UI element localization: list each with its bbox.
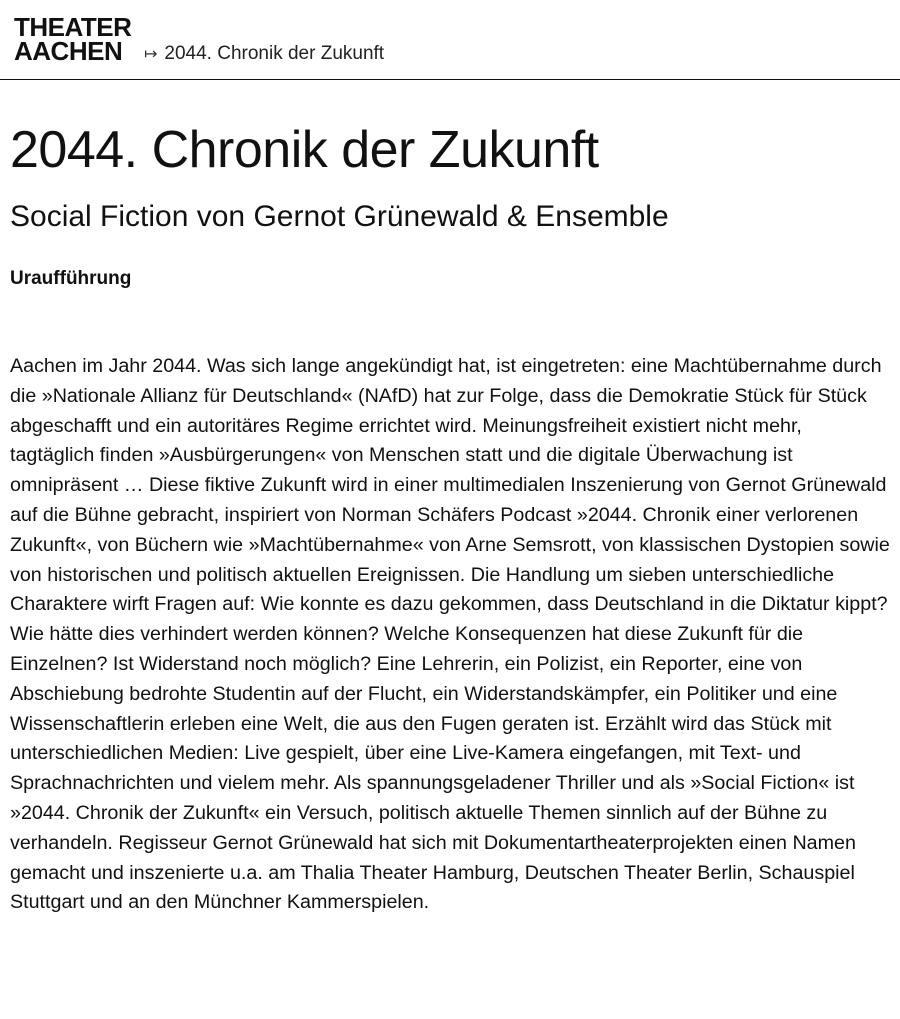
site-header xyxy=(0,0,900,80)
logo-line-1: THEATER xyxy=(14,12,132,42)
breadcrumb-arrow-icon: ↦ xyxy=(144,46,158,63)
page-subtitle: Social Fiction von Gernot Grünewald & Ensemble xyxy=(10,200,669,233)
premiere-label: Uraufführung xyxy=(10,268,132,289)
description-text: Aachen im Jahr 2044. Was sich lange angekündigt hat, ist eingetreten: eine Machtübernahme durch die »Nationale Allianz für Deutschland« (NAfD) hat zur Folge, dass die Demokratie Stück für Stück abgeschafft und ein autoritäres Regime errichtet wird. Meinungsfreiheit existiert nicht mehr, tagtäglich finden »Ausbürgerungen« von Menschen statt und die digitale Überwachung ist omnipräsent … Diese fiktive Zukunft wird in einer multimedialen Inszenierung von Gernot Grünewald auf die Bühne gebracht, inspiriert von Norman Schäfers Podcast »2044. Chronik einer verlorenen Zukunft«, von Büchern wie »Machtübernahme« von Arne Semsrott, von klassischen Dystopien sowie von historischen und politisch aktuellen Ereignissen. Die Handlung um sieben unterschiedliche Charaktere wirft Fragen auf: Wie konnte es dazu gekommen, dass Deutschland in die Diktatur kippt? Wie hätte dies verhindert werden können? Welche Konsequenzen hat diese Zukunft für die Einzelnen? Ist Widerstand noch möglich? Eine Lehrerin, ein Polizist, ein Reporter, eine von Abschiebung bedrohte Studentin auf der Flucht, ein Widerstandskämpfer, ein Politiker und eine Wissenschaftlerin erleben eine Welt, die aus den Fugen geraten ist. Erzählt wird das Stück mit unterschiedlichen Medien: Live gespielt, über eine Live-Kamera eingefangen, mit Text- und Sprachnachrichten und vielem mehr. Als spannungsgeladener Thriller und als »Social Fiction« ist »2044. Chronik der Zukunft« ein Versuch, politisch aktuelle Themen sinnlich auf der Bühne zu verhandeln. Regisseur Gernot Grünewald hat sich mit Dokumentartheaterprojekten einen Namen gemacht und inszenierte u.a. am Thalia Theater Hamburg, Deutschen Theater Berlin, Schauspiel Stuttgart und an den Münchner Kammerspielen. xyxy=(10,355,890,914)
breadcrumb xyxy=(144,43,384,66)
theater-aachen-logo[interactable] xyxy=(14,12,132,66)
logo-line-2: AACHEN xyxy=(14,36,123,66)
breadcrumb-current-page[interactable]: 2044. Chronik der Zukunft xyxy=(164,43,385,64)
page-title: 2044. Chronik der Zukunft xyxy=(10,121,599,179)
